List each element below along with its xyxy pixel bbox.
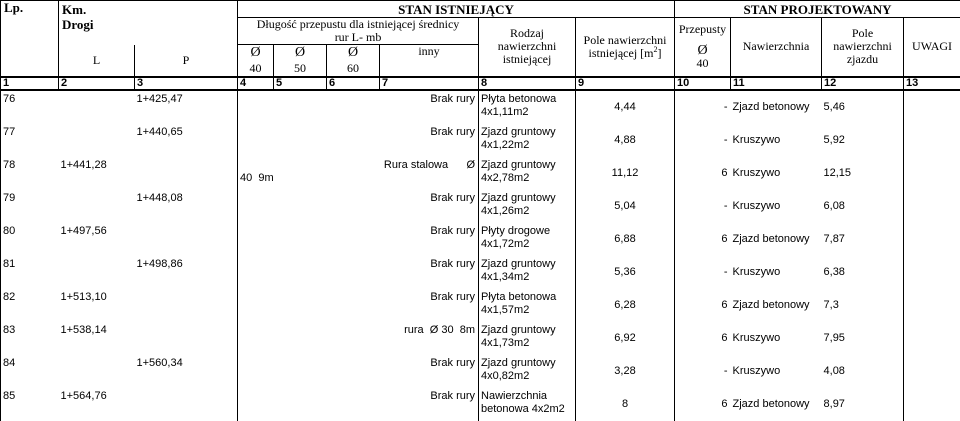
cell-surface-line2: betonowa 4x2m2 xyxy=(481,403,575,416)
cell-lp: 77 xyxy=(1,124,59,157)
cell-pipe-line1: Brak rury xyxy=(238,291,475,304)
cell-surface-line1: Zjazd gruntowy xyxy=(481,357,575,370)
cell-km-l xyxy=(59,90,135,124)
cell-km-l xyxy=(59,190,135,223)
header-pole-line1: Pole nawierzchni xyxy=(576,34,674,47)
header-pole-unit: istniejącej [m xyxy=(589,46,654,60)
cell-area: 11,12 xyxy=(576,157,675,190)
header-pole-zjazdu xyxy=(822,18,904,77)
cell-km-l xyxy=(59,124,135,157)
cell-uwagi xyxy=(904,157,960,190)
col-num-4: 4 xyxy=(238,77,274,90)
cell-pipe xyxy=(238,90,479,124)
cell-pipe-line1: Brak rury xyxy=(238,93,475,106)
cell-surface-line2: 4x1,73m2 xyxy=(481,337,575,350)
cell-uwagi xyxy=(904,322,960,355)
table-row xyxy=(1,355,960,388)
cell-uwagi xyxy=(904,190,960,223)
cell-km-p: 1+440,65 xyxy=(135,124,238,157)
col-num-7: 7 xyxy=(380,77,479,90)
cell-new-area: 7,95 xyxy=(822,322,904,355)
cell-pipe-line1: Rura stalowa Ø xyxy=(238,159,475,172)
cell-pipe xyxy=(238,289,479,322)
cell-lp: 83 xyxy=(1,322,59,355)
cell-new-area: 7,87 xyxy=(822,223,904,256)
cell-pipe xyxy=(238,355,479,388)
cell-new-surface: Zjazd betonowy xyxy=(731,90,822,124)
header-pole-sup: 2 xyxy=(654,45,658,54)
cell-przepust: - xyxy=(675,256,731,289)
cell-km-l: 1+538,14 xyxy=(59,322,135,355)
col-num-3: 3 xyxy=(135,77,238,90)
cell-przepust: - xyxy=(675,355,731,388)
cell-surface-line2: 4x1,22m2 xyxy=(481,139,575,152)
header-rodzaj-line1: Rodzaj xyxy=(479,27,575,40)
cell-surface xyxy=(479,256,576,289)
cell-surface xyxy=(479,190,576,223)
cell-surface-line2: 4x1,34m2 xyxy=(481,271,575,284)
cell-area: 4,44 xyxy=(576,90,675,124)
header-uwagi: UWAGI xyxy=(904,18,960,77)
cell-km-l xyxy=(59,355,135,388)
header-przepusty-40: 40 xyxy=(675,57,730,70)
cell-uwagi xyxy=(904,124,960,157)
header-przepusty-label: Przepusty xyxy=(675,23,730,36)
cell-uwagi xyxy=(904,256,960,289)
cell-area: 8 xyxy=(576,388,675,421)
cell-new-surface: Kruszywo xyxy=(731,355,822,388)
cell-surface-line2: 4x1,11m2 xyxy=(481,106,575,119)
header-lp: Lp. xyxy=(1,1,59,77)
cell-pipe-line1: rura Ø 30 8m xyxy=(238,324,475,337)
cell-new-surface: Kruszywo xyxy=(731,157,822,190)
cell-area: 4,88 xyxy=(576,124,675,157)
cell-lp: 82 xyxy=(1,289,59,322)
cell-new-area: 6,08 xyxy=(822,190,904,223)
cell-uwagi xyxy=(904,289,960,322)
cell-uwagi xyxy=(904,223,960,256)
table-row xyxy=(1,157,960,190)
cell-pipe-line1: Brak rury xyxy=(238,357,475,370)
cell-new-surface: Kruszywo xyxy=(731,124,822,157)
cell-new-area: 12,15 xyxy=(822,157,904,190)
cell-area: 5,04 xyxy=(576,190,675,223)
header-phi-40: Ø xyxy=(238,45,274,61)
cell-surface xyxy=(479,322,576,355)
cell-lp: 85 xyxy=(1,388,59,421)
cell-lp: 80 xyxy=(1,223,59,256)
header-rodzaj-line3: istniejącej xyxy=(479,53,575,66)
header-dlugosc xyxy=(238,18,479,45)
col-num-2: 2 xyxy=(59,77,135,90)
cell-new-area: 4,08 xyxy=(822,355,904,388)
cell-surface xyxy=(479,223,576,256)
cell-pipe-line1: Brak rury xyxy=(238,225,475,238)
cell-uwagi xyxy=(904,90,960,124)
cell-pipe-line2: 40 9m xyxy=(238,172,475,185)
cell-surface xyxy=(479,289,576,322)
table-row xyxy=(1,124,960,157)
cell-surface xyxy=(479,124,576,157)
table-body xyxy=(1,90,960,421)
table-row xyxy=(1,322,960,355)
cell-przepust: 6 xyxy=(675,157,731,190)
cell-km-p xyxy=(135,322,238,355)
cell-pipe xyxy=(238,157,479,190)
cell-km-l: 1+497,56 xyxy=(59,223,135,256)
cell-area: 6,88 xyxy=(576,223,675,256)
cell-new-area: 5,46 xyxy=(822,90,904,124)
cell-area: 5,36 xyxy=(576,256,675,289)
cell-new-area: 7,3 xyxy=(822,289,904,322)
cell-lp: 81 xyxy=(1,256,59,289)
cell-uwagi xyxy=(904,355,960,388)
cell-new-surface: Zjazd betonowy xyxy=(731,223,822,256)
col-num-12: 12 xyxy=(822,77,904,90)
header-phi-60: Ø xyxy=(327,45,380,61)
cell-new-surface: Kruszywo xyxy=(731,322,822,355)
cell-new-surface: Zjazd betonowy xyxy=(731,289,822,322)
cell-area: 6,92 xyxy=(576,322,675,355)
cell-surface-line2: 4x1,72m2 xyxy=(481,238,575,251)
cell-surface-line1: Płyta betonowa xyxy=(481,291,575,304)
col-num-6: 6 xyxy=(327,77,380,90)
header-pole-zjazdu-line2: nawierzchni xyxy=(822,40,903,53)
cell-przepust: 6 xyxy=(675,289,731,322)
cell-new-surface: Kruszywo xyxy=(731,256,822,289)
cell-przepust: - xyxy=(675,90,731,124)
table-row xyxy=(1,289,960,322)
cell-surface-line2: 4x0,82m2 xyxy=(481,370,575,383)
cell-surface-line2: 4x2,78m2 xyxy=(481,172,575,185)
cell-surface-line1: Zjazd gruntowy xyxy=(481,192,575,205)
cell-surface xyxy=(479,90,576,124)
cell-przepust: 6 xyxy=(675,388,731,421)
cell-surface-line1: Zjazd gruntowy xyxy=(481,324,575,337)
cell-surface-line2: 4x1,57m2 xyxy=(481,304,575,317)
cell-new-area: 5,92 xyxy=(822,124,904,157)
cell-new-area: 8,97 xyxy=(822,388,904,421)
header-km: Km. xyxy=(59,1,238,18)
cell-pipe xyxy=(238,190,479,223)
cell-km-p: 1+498,86 xyxy=(135,256,238,289)
col-num-9: 9 xyxy=(576,77,675,90)
table-row xyxy=(1,90,960,124)
cell-km-p xyxy=(135,223,238,256)
cell-surface xyxy=(479,157,576,190)
cell-surface-line1: Zjazd gruntowy xyxy=(481,126,575,139)
cell-area: 3,28 xyxy=(576,355,675,388)
cell-new-area: 6,38 xyxy=(822,256,904,289)
cell-km-p: 1+425,47 xyxy=(135,90,238,124)
cell-lp: 84 xyxy=(1,355,59,388)
cell-surface-line1: Płyta betonowa xyxy=(481,93,575,106)
header-stan-projektowany: STAN PROJEKTOWANY xyxy=(675,1,960,18)
cell-km-l xyxy=(59,256,135,289)
cell-przepust: - xyxy=(675,124,731,157)
cell-lp: 76 xyxy=(1,90,59,124)
cell-surface xyxy=(479,355,576,388)
cell-km-p xyxy=(135,157,238,190)
cell-przepust: - xyxy=(675,190,731,223)
cell-km-l: 1+441,28 xyxy=(59,157,135,190)
header-pole-close: ] xyxy=(658,46,662,60)
cell-km-l: 1+513,10 xyxy=(59,289,135,322)
cell-new-surface: Zjazd betonowy xyxy=(731,388,822,421)
cell-przepust: 6 xyxy=(675,223,731,256)
header-pole-istniejacej xyxy=(576,18,675,77)
header-pole-zjazdu-line1: Pole xyxy=(822,27,903,40)
col-num-13: 13 xyxy=(904,77,960,90)
cell-pipe-line1: Brak rury xyxy=(238,258,475,271)
column-number-row xyxy=(1,77,960,90)
cell-km-p: 1+560,34 xyxy=(135,355,238,388)
cell-przepust: 6 xyxy=(675,322,731,355)
cell-lp: 78 xyxy=(1,157,59,190)
cell-surface-line2: 4x1,26m2 xyxy=(481,205,575,218)
header-rodzaj-line2: nawierzchni xyxy=(479,40,575,53)
col-num-10: 10 xyxy=(675,77,731,90)
header-p: P xyxy=(135,45,238,77)
header-pole-line2 xyxy=(576,47,674,60)
cell-lp: 79 xyxy=(1,190,59,223)
header-dlugosc-line2: rur L- mb xyxy=(238,31,478,44)
header-inny: inny xyxy=(380,45,479,77)
header-50: 50 xyxy=(274,61,327,77)
cell-pipe xyxy=(238,124,479,157)
cell-pipe xyxy=(238,322,479,355)
cell-pipe-line1: Brak rury xyxy=(238,192,475,205)
header-60: 60 xyxy=(327,61,380,77)
cell-km-l: 1+564,76 xyxy=(59,388,135,421)
cell-surface-line1: Nawierzchnia xyxy=(481,390,575,403)
cell-pipe-line1: Brak rury xyxy=(238,126,475,139)
cell-pipe-line1: Brak rury xyxy=(238,390,475,403)
cell-area: 6,28 xyxy=(576,289,675,322)
cell-surface-line1: Zjazd gruntowy xyxy=(481,258,575,271)
header-40: 40 xyxy=(238,61,274,77)
cell-surface-line1: Płyty drogowe xyxy=(481,225,575,238)
col-num-1: 1 xyxy=(1,77,59,90)
header-nawierzchnia: Nawierzchnia xyxy=(731,18,822,77)
col-num-5: 5 xyxy=(274,77,327,90)
header-przepusty-phi: Ø xyxy=(675,44,730,57)
header-l: L xyxy=(59,45,135,77)
header-drogi: Drogi xyxy=(59,18,238,45)
col-num-11: 11 xyxy=(731,77,822,90)
header-phi-50: Ø xyxy=(274,45,327,61)
table-row xyxy=(1,256,960,289)
cell-pipe xyxy=(238,223,479,256)
cell-new-surface: Kruszywo xyxy=(731,190,822,223)
header-stan-istniejacy: STAN ISTNIEJĄCY xyxy=(238,1,675,18)
cell-km-p: 1+448,08 xyxy=(135,190,238,223)
col-num-8: 8 xyxy=(479,77,576,90)
cell-surface-line1: Zjazd gruntowy xyxy=(481,159,575,172)
header-pole-zjazdu-line3: zjazdu xyxy=(822,53,903,66)
table-row xyxy=(1,190,960,223)
cell-km-p xyxy=(135,289,238,322)
header-rodzaj xyxy=(479,18,576,77)
cell-pipe xyxy=(238,256,479,289)
table-row xyxy=(1,223,960,256)
header-dlugosc-line1: Długość przepustu dla istniejącej średnicy xyxy=(238,18,478,31)
header-przepusty xyxy=(675,18,731,77)
